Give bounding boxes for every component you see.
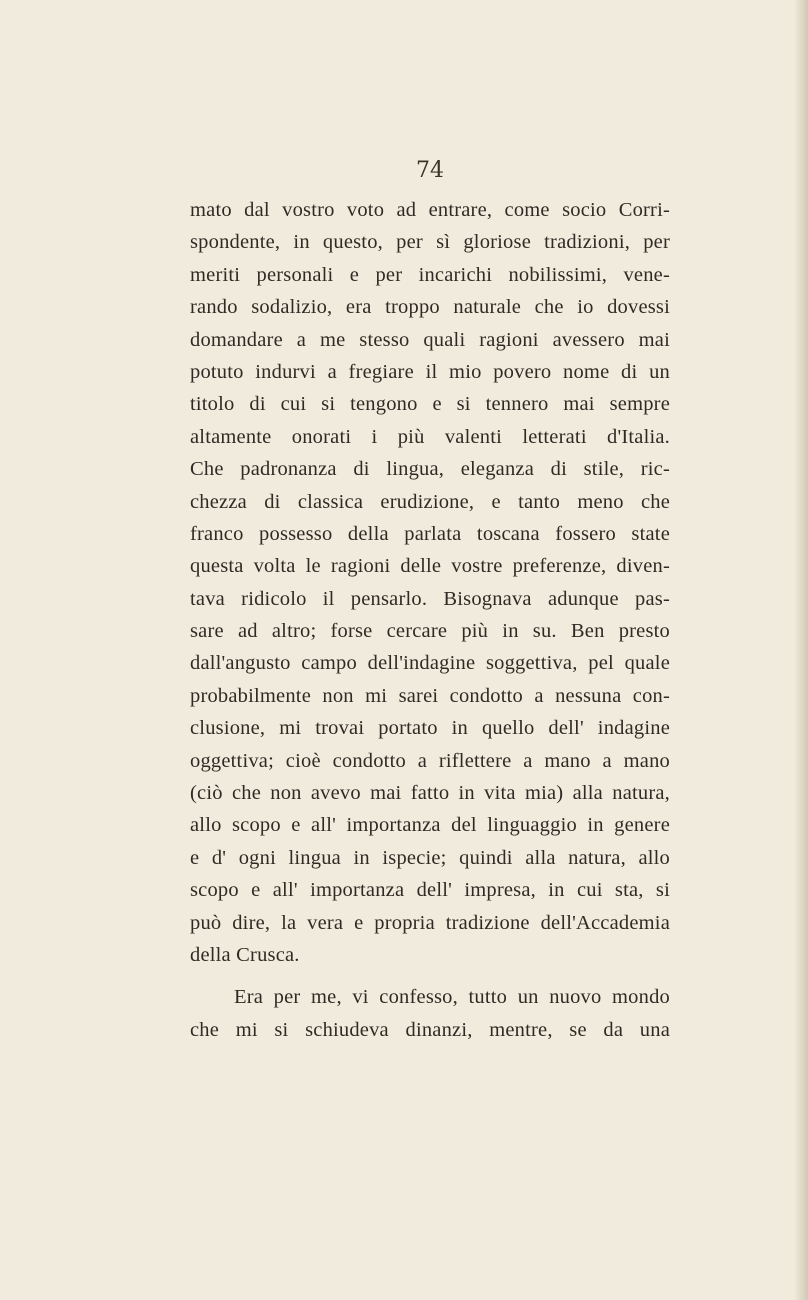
text-line: altamente onorati i più valenti letterati d'Italia. bbox=[190, 425, 670, 448]
text-line: meriti personali e per incarichi nobilissimi, vene- bbox=[190, 263, 670, 286]
text-line: clusione, mi trovai portato in quello dell' indagine bbox=[190, 717, 670, 740]
text-line: probabilmente non mi sarei condotto a nessuna con- bbox=[190, 684, 670, 707]
text-line: oggettiva; cioè condotto a riflettere a mano a mano bbox=[190, 749, 670, 772]
text-line: tava ridicolo il pensarlo. Bisognava adunque pas- bbox=[190, 587, 670, 610]
text-line: della Crusca. bbox=[190, 943, 300, 966]
text-line: titolo di cui si tengono e si tennero mai sempre bbox=[190, 393, 670, 416]
page-number: 74 bbox=[416, 158, 444, 183]
paragraph bbox=[190, 194, 670, 971]
text-line: scopo e all' importanza dell' impresa, in cui sta, si bbox=[190, 879, 670, 902]
text-line: dall'angusto campo dell'indagine soggettiva, pel quale bbox=[190, 652, 670, 675]
text-line: potuto indurvi a fregiare il mio povero nome di un bbox=[190, 360, 670, 383]
text-line: sare ad altro; forse cercare più in su. Ben presto bbox=[190, 620, 670, 643]
text-line: chezza di classica erudizione, e tanto meno che bbox=[190, 490, 670, 513]
paragraph-gap bbox=[190, 971, 670, 981]
text-line: rando sodalizio, era troppo naturale che io dovessi bbox=[190, 296, 670, 319]
text-line: questa volta le ragioni delle vostre preferenze, diven- bbox=[190, 555, 670, 578]
text-line: franco possesso della parlata toscana fossero state bbox=[190, 522, 670, 545]
text-line: mato dal vostro voto ad entrare, come socio Corri- bbox=[190, 199, 670, 221]
text-line: può dire, la vera e propria tradizione dell'Accademia bbox=[190, 911, 670, 934]
text-line: Era per me, vi confesso, tutto un nuovo mondo bbox=[234, 986, 670, 1009]
text-line: domandare a me stesso quali ragioni avessero mai bbox=[190, 328, 670, 351]
text-line: che mi si schiudeva dinanzi, mentre, se da una bbox=[190, 1018, 670, 1041]
text-line: Che padronanza di lingua, eleganza di stile, ric- bbox=[190, 458, 670, 481]
page-edge-shadow bbox=[794, 0, 808, 1300]
text-line: spondente, in questo, per sì gloriose tradizioni, per bbox=[190, 231, 670, 254]
paragraph bbox=[190, 981, 670, 1046]
text-line: allo scopo e all' importanza del linguaggio in genere bbox=[190, 814, 670, 837]
body-text bbox=[190, 194, 670, 1046]
text-line: e d' ogni lingua in ispecie; quindi alla natura, allo bbox=[190, 846, 670, 869]
text-line: (ciò che non avevo mai fatto in vita mia) alla natura, bbox=[190, 782, 670, 805]
